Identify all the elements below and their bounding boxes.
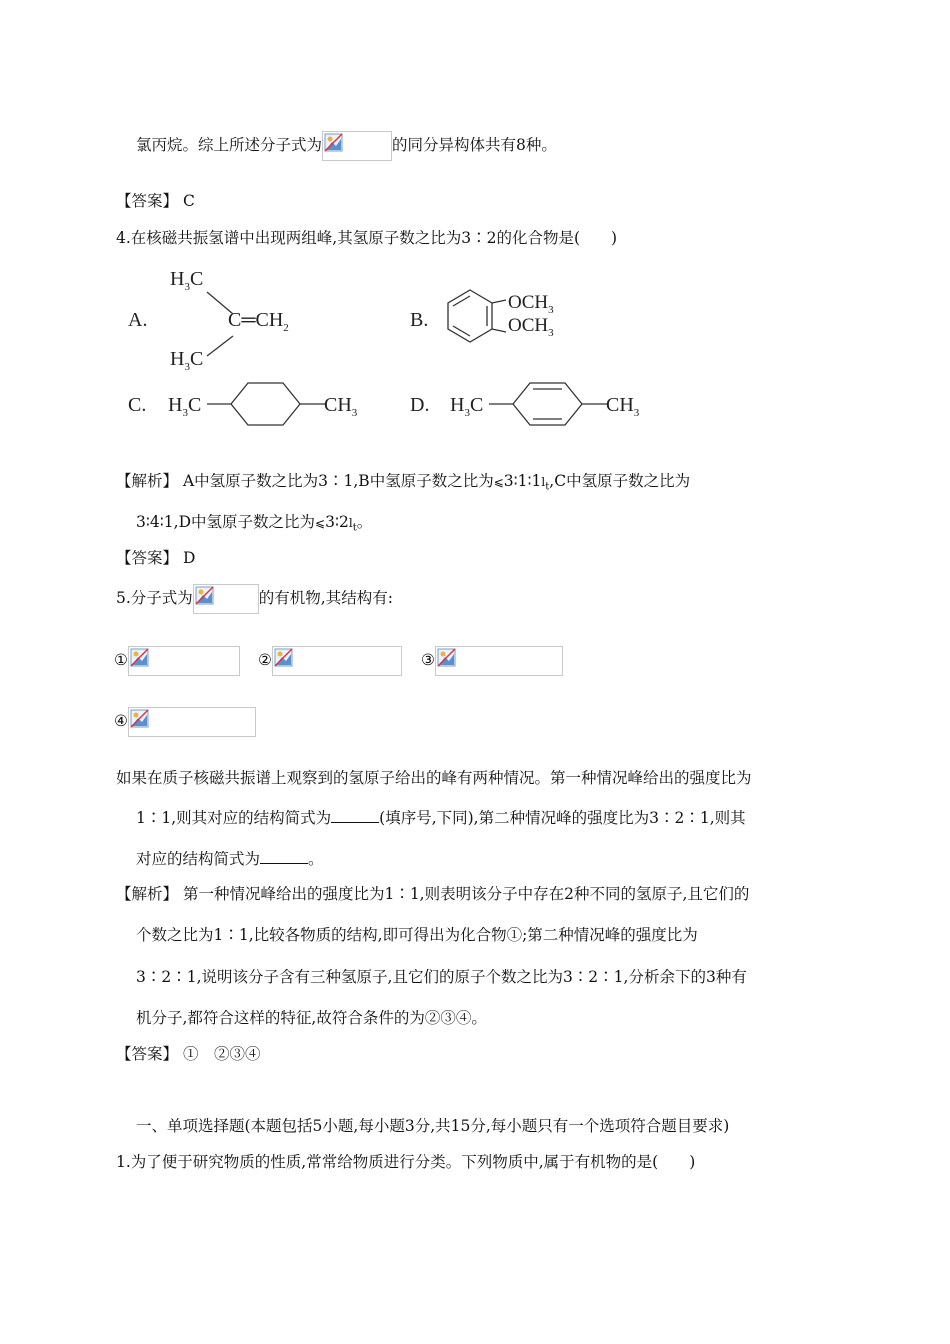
line1-prefix: 氯丙烷。综上所述分子式为 (136, 136, 323, 154)
option-d-right: $CH_3$ (606, 394, 640, 419)
structure-1: ① (114, 646, 240, 676)
option-a-top: $H_3C$ (170, 268, 204, 293)
option-b-benzene (440, 286, 510, 358)
structure-4: ④ (114, 707, 256, 737)
analysis-4-line1: 【解析】 A中氢原子数之比为3∶1,B中氢原子数之比为$⩽3∶1∶1l_t,C$中氢原子数之比为 (116, 472, 691, 493)
broken-image-icon (195, 586, 215, 606)
analysis-5-line2: 个数之比为1∶1,比较各物质的结构,即可得出为化合物①;第二种情况峰的强度比为 (136, 926, 698, 944)
broken-image-icon (130, 648, 150, 668)
option-b-och3-1: $OCH_3$ (508, 292, 554, 316)
option-a-center: $C═CH_2$ (228, 309, 289, 334)
option-c-cyclohexane (203, 378, 333, 430)
question-5-stem: 5.分子式为 的有机物,其结构有: (116, 584, 393, 614)
option-d-left: $H_3C$ (450, 394, 484, 419)
broken-image-icon (274, 648, 294, 668)
option-c-right: $CH_3$ (324, 394, 358, 419)
section-heading: 一、单项选择题(本题包括5小题,每小题3分,共15分,每小题只有一个选项符合题目要求) (136, 1117, 730, 1135)
answer-4: 【答案】 D (116, 549, 196, 567)
analysis-5-line4: 机分子,都符合这样的特征,故符合条件的为②③④。 (136, 1009, 487, 1027)
structure-4-image (128, 707, 256, 737)
answer-5: 【答案】 ① ②③④ (116, 1045, 261, 1063)
q5-para2: 1∶1,则其对应的结构简式为 (填序号,下同),第二种情况峰的强度比为3∶2∶1,则其 (136, 809, 746, 827)
answer-value: C (182, 192, 195, 210)
answer-1 (116, 189, 195, 211)
answer-label: 【答案】 (116, 192, 179, 210)
option-b-label: B. (410, 309, 429, 331)
option-a-bonds (195, 290, 245, 360)
option-a-label: A. (128, 309, 148, 331)
structure-1-image (128, 646, 240, 676)
formula-image (193, 584, 259, 614)
option-a-bottom: $H_3C$ (170, 348, 204, 373)
analysis-label: 【解析】 (116, 472, 179, 490)
structure-2: ② (258, 646, 402, 676)
option-b-och3-2: $OCH_3$ (508, 315, 554, 339)
structure-2-image (272, 646, 402, 676)
analysis-5-line3: 3∶2∶1,说明该分子含有三种氢原子,且它们的原子个数之比为3∶2∶1,分析余下的3种有 (136, 968, 747, 986)
formula-image (322, 131, 392, 161)
answer-blank-2 (260, 849, 308, 864)
option-c-left: $H_3C$ (168, 394, 202, 419)
option-d-label: D. (410, 394, 430, 416)
structure-3-image (435, 646, 563, 676)
analysis-5-line1: 【解析】 第一种情况峰给出的强度比为1∶1,则表明该分子中存在2种不同的氢原子,且它们的 (116, 885, 750, 903)
question-4-stem: 4.在核磁共振氢谱中出现两组峰,其氢原子数之比为3∶2的化合物是( ) (116, 229, 618, 247)
answer-blank-1 (331, 808, 379, 823)
broken-image-icon (324, 133, 344, 153)
q5-para3: 对应的结构简式为 。 (136, 850, 324, 868)
option-d-benzene (485, 378, 615, 430)
broken-image-icon (437, 648, 457, 668)
line-chloropropane (136, 131, 557, 161)
option-c-label: C. (128, 394, 147, 416)
structure-3: ③ (421, 646, 563, 676)
analysis-4-line2: 3∶4∶1,D中氢原子数之比为$⩽3∶2l_t$。 (136, 513, 373, 534)
broken-image-icon (130, 709, 150, 729)
question-1-stem: 1.为了便于研究物质的性质,常常给物质进行分类。下列物质中,属于有机物的是( ) (116, 1153, 696, 1171)
line1-suffix: 的同分异构体共有8种。 (392, 136, 557, 154)
q5-para1: 如果在质子核磁共振谱上观察到的氢原子给出的峰有两种情况。第一种情况峰给出的强度比为 (116, 769, 752, 787)
